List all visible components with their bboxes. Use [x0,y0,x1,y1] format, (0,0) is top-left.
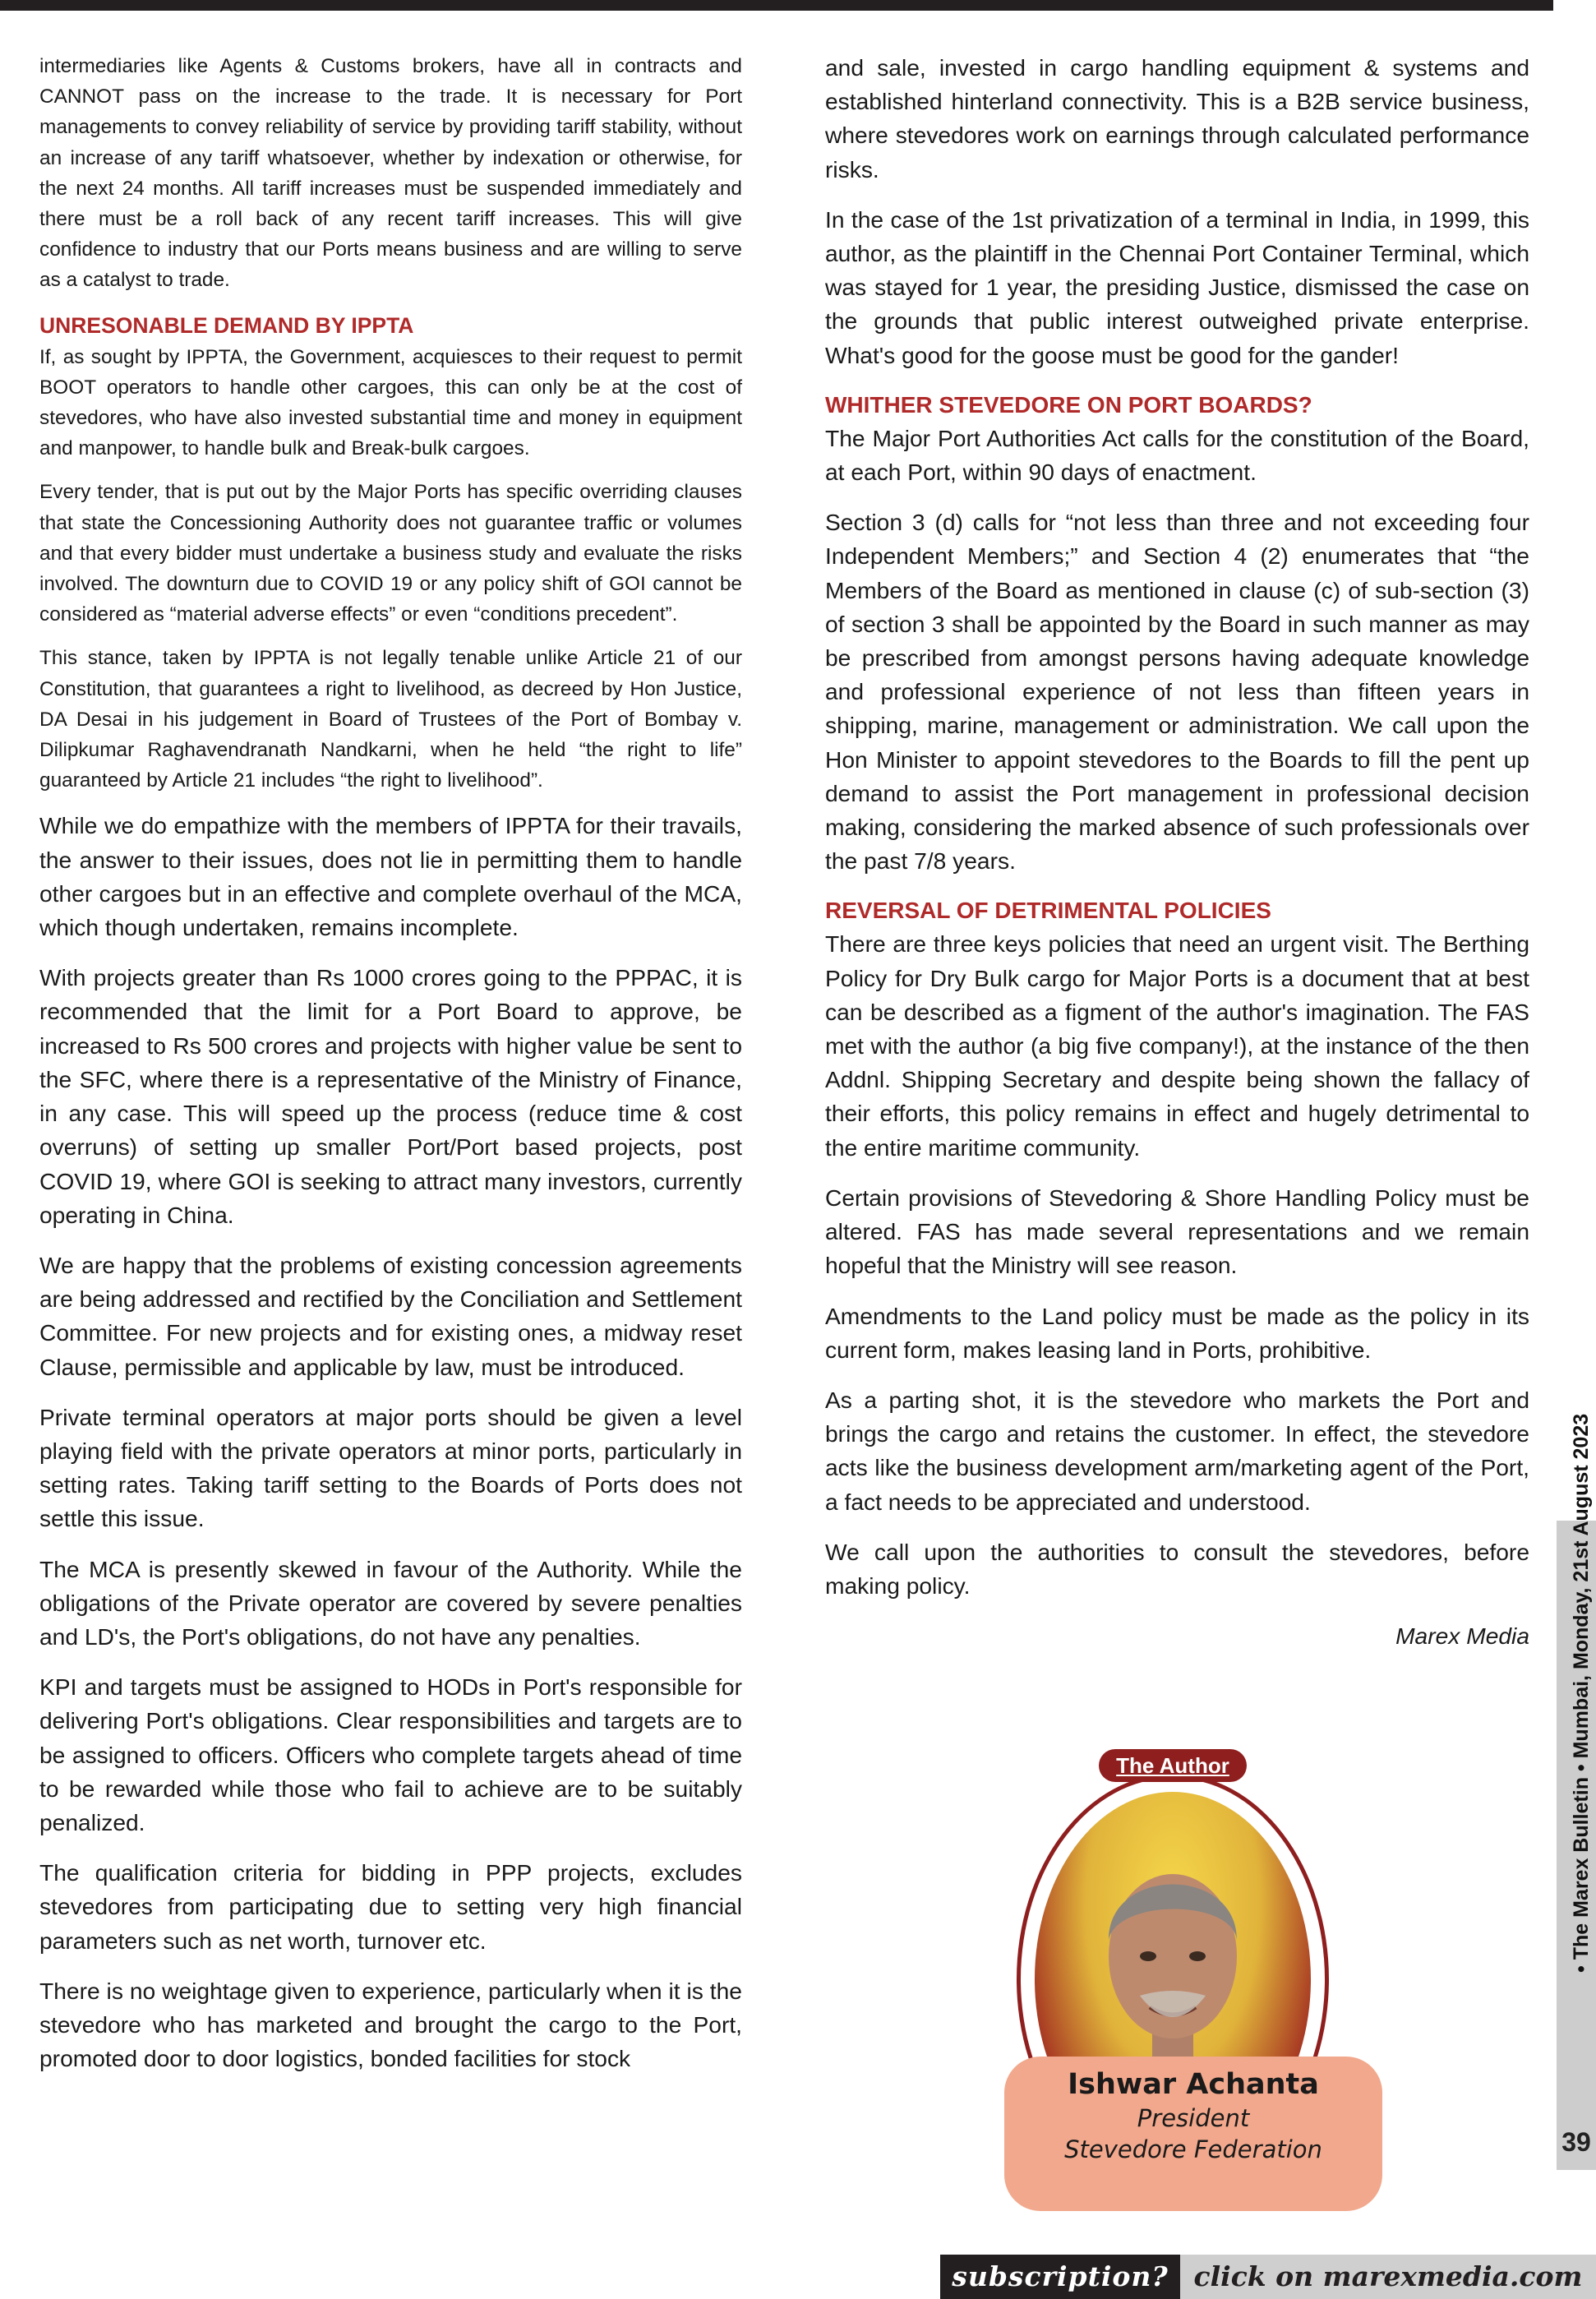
paragraph: Private terminal operators at major ports should be given a level playing field with the private operators at minor ports, particularly in setting rates. Taking tariff setting to the Boards of Ports does not settle this issue. [39,1403,742,1532]
left-column [39,51,742,2092]
right-column [825,51,1529,1653]
author-namecard [1004,2057,1382,2211]
paragraph: If, as sought by IPPTA, the Government, acquiesces to their request to permit BOOT operators to handle other cargoes, this can only be at the cost of stevedores, who have also invested substantial time and money in equipment and manpower, to handle bulk and Break-bulk cargoes. [39,345,742,460]
paragraph: As a parting shot, it is the stevedore who markets the Port and brings the cargo and retains the customer. In effect, the stevedore acts like the business development arm/marketing agent of the Port, a fact needs to be appreciated and understood. [825,1386,1529,1515]
paragraph: There are three keys policies that need an urgent visit. The Berthing Policy for Dry Bulk cargo for Major Ports is a document that at best can be described as a figment of the author's imagination. The FAS met with the author (a big five company!), at the instance of the then Addnl. Shipping Secretary and despite being shown the fallacy of their efforts, this policy remains in effect and hugely detrimental to the entire maritime community. [825,930,1529,1161]
top-rule [0,0,1553,11]
author-box [955,1749,1432,2211]
paragraph: Section 3 (d) calls for “not less than three and not exceeding four Independent Members;” and Section 4 (2) enumerates that “the Members of the Board as mentioned in clause (c) of sub-section (3) of section 3 shall be appointed by the Board in such manner as may be prescribed from amongst persons having adequate knowledge and professional experience of not less than fifteen years in shipping, marine, management or administration. We call upon the Hon Minister to appoint stevedores to the Boards to fill the pent up demand to assist the Port management in professional decision making, considering the marked absence of such professionals over the past 7/8 years. [825,509,1529,875]
paragraph: The Major Port Authorities Act calls for the constitution of the Board, at each Port, within 90 days of enactment. [825,424,1529,486]
paragraph: KPI and targets must be assigned to HODs in Port's responsible for delivering Port's obligations. Clear responsibilities and targets are to be assigned to officers. Officers who complete targets ahead of time to be rewarded while those who fail to achieve are to be suitably penalized. [39,1673,742,1835]
paragraph: Certain provisions of Stevedoring & Shore Handling Policy must be altered. FAS has made several representations and we remain hopeful that the Ministry will see reason. [825,1184,1529,1279]
paragraph: In the case of the 1st privatization of a terminal in India, in 1999, this author, as the plaintiff in the Chennai Port Container Terminal, which was stayed for 1 year, the presiding Justice, dismissed the case on the grounds that public interest outweighed private enterprise. What's good for the goose must be good for the gander! [825,205,1529,368]
paragraph: We call upon the authorities to consult the stevedores, before making policy. [825,1538,1529,1599]
paragraph: Amendments to the Land policy must be made as the policy in its current form, makes leasing land in Ports, prohibitive. [825,1302,1529,1363]
author-role: President [1137,2104,1250,2132]
paragraph: While we do empathize with the members of IPPTA for their travails, the answer to their issues, does not lie in permitting them to handle other cargoes but in an effective and complete overhaul of the MCA, which though undertaken, remains incomplete. [39,812,742,941]
author-tag: The Author [1099,1749,1247,1782]
author-name: Ishwar Achanta [1068,2068,1319,2101]
author-organization: Stevedore Federation [1064,2135,1322,2163]
paragraph: With projects greater than Rs 1000 crores going to the PPPAC, it is recommended that the limit for a Port Board to approve, be increased to Rs 500 crores and projects with higher value be sent to the SFC, where there is a representative of the Ministry of Finance, in any case. This will speed up the process (reduce time & cost overruns) of setting up smaller Port/Port based projects, post COVID 19, where GOI is seeking to attract many investors, currently operating in China. [39,964,742,1228]
paragraph: There is no weightage given to experience, particularly when it is the stevedore who has marketed and brought the cargo to the Port, promoted door to door logistics, bonded facilities for stock [39,1977,742,2072]
signature: Marex Media [1395,1623,1529,1650]
paragraph: intermediaries like Agents & Customs brokers, have all in contracts and CANNOT pass on the increase to the trade. It is necessary for Port managements to convey reliability of service by providing tariff stability, without an increase of any tariff whatsoever, whether by indexation or otherwise, for the next 24 months. All tariff increases must be suspended immediately and there must be a roll back of any recent tariff increases. This will give confidence to industry that our Ports means business and are willing to serve as a catalyst to trade. [39,55,742,292]
section-heading: REVERSAL OF DETRIMENTAL POLICIES [825,898,1271,924]
section-heading: UNRESONABLE DEMAND BY IPPTA [39,312,414,338]
section-heading: WHITHER STEVEDORE ON PORT BOARDS? [825,391,1312,418]
page-number: 39 [1561,2127,1591,2157]
paragraph: Every tender, that is put out by the Major Ports has specific overriding clauses that state the Concessioning Authority does not guarantee traffic or volumes and that every bidder must undertake a business study and evaluate the risks involved. The downturn due to COVID 19 or any policy shift of GOI cannot be considered as “material adverse effects” or even “conditions precedent”. [39,481,742,626]
subscription-label: subscription? [940,2255,1180,2299]
paragraph: We are happy that the problems of existing concession agreements are being addressed and rectified by the Conciliation and Settlement Committee. For new projects and for existing ones, a midway reset Clause, permissible and applicable by law, must be introduced. [39,1251,742,1380]
paragraph: The MCA is presently skewed in favour of the Authority. While the obligations of the Private operator are covered by severe penalties and LD's, the Port's obligations, do not have any penalties. [39,1555,742,1650]
running-footer: • The Marex Bulletin • Mumbai, Monday, 21st August 2023 [1570,1413,1593,1973]
subscription-link[interactable]: click on marexmedia.com [1180,2255,1596,2299]
paragraph: This stance, taken by IPPTA is not legally tenable unlike Article 21 of our Constitution, that guarantees a right to livelihood, as decreed by Hon Justice, DA Desai in his judgement in Board of Trustees of the Port of Bombay v. Dilipkumar Raghavendranath Nandkarni, when he held “the right to life” guaranteed by Article 21 includes “the right to livelihood”. [39,647,742,792]
paragraph: The qualification criteria for bidding in PPP projects, excludes stevedores from participating due to setting very high financial parameters such as net worth, turnover etc. [39,1859,742,1954]
paragraph: and sale, invested in cargo handling equipment & systems and established hinterland connectivity. This is a B2B service business, where stevedores work on earnings through calculated performance risks. [825,54,1529,182]
